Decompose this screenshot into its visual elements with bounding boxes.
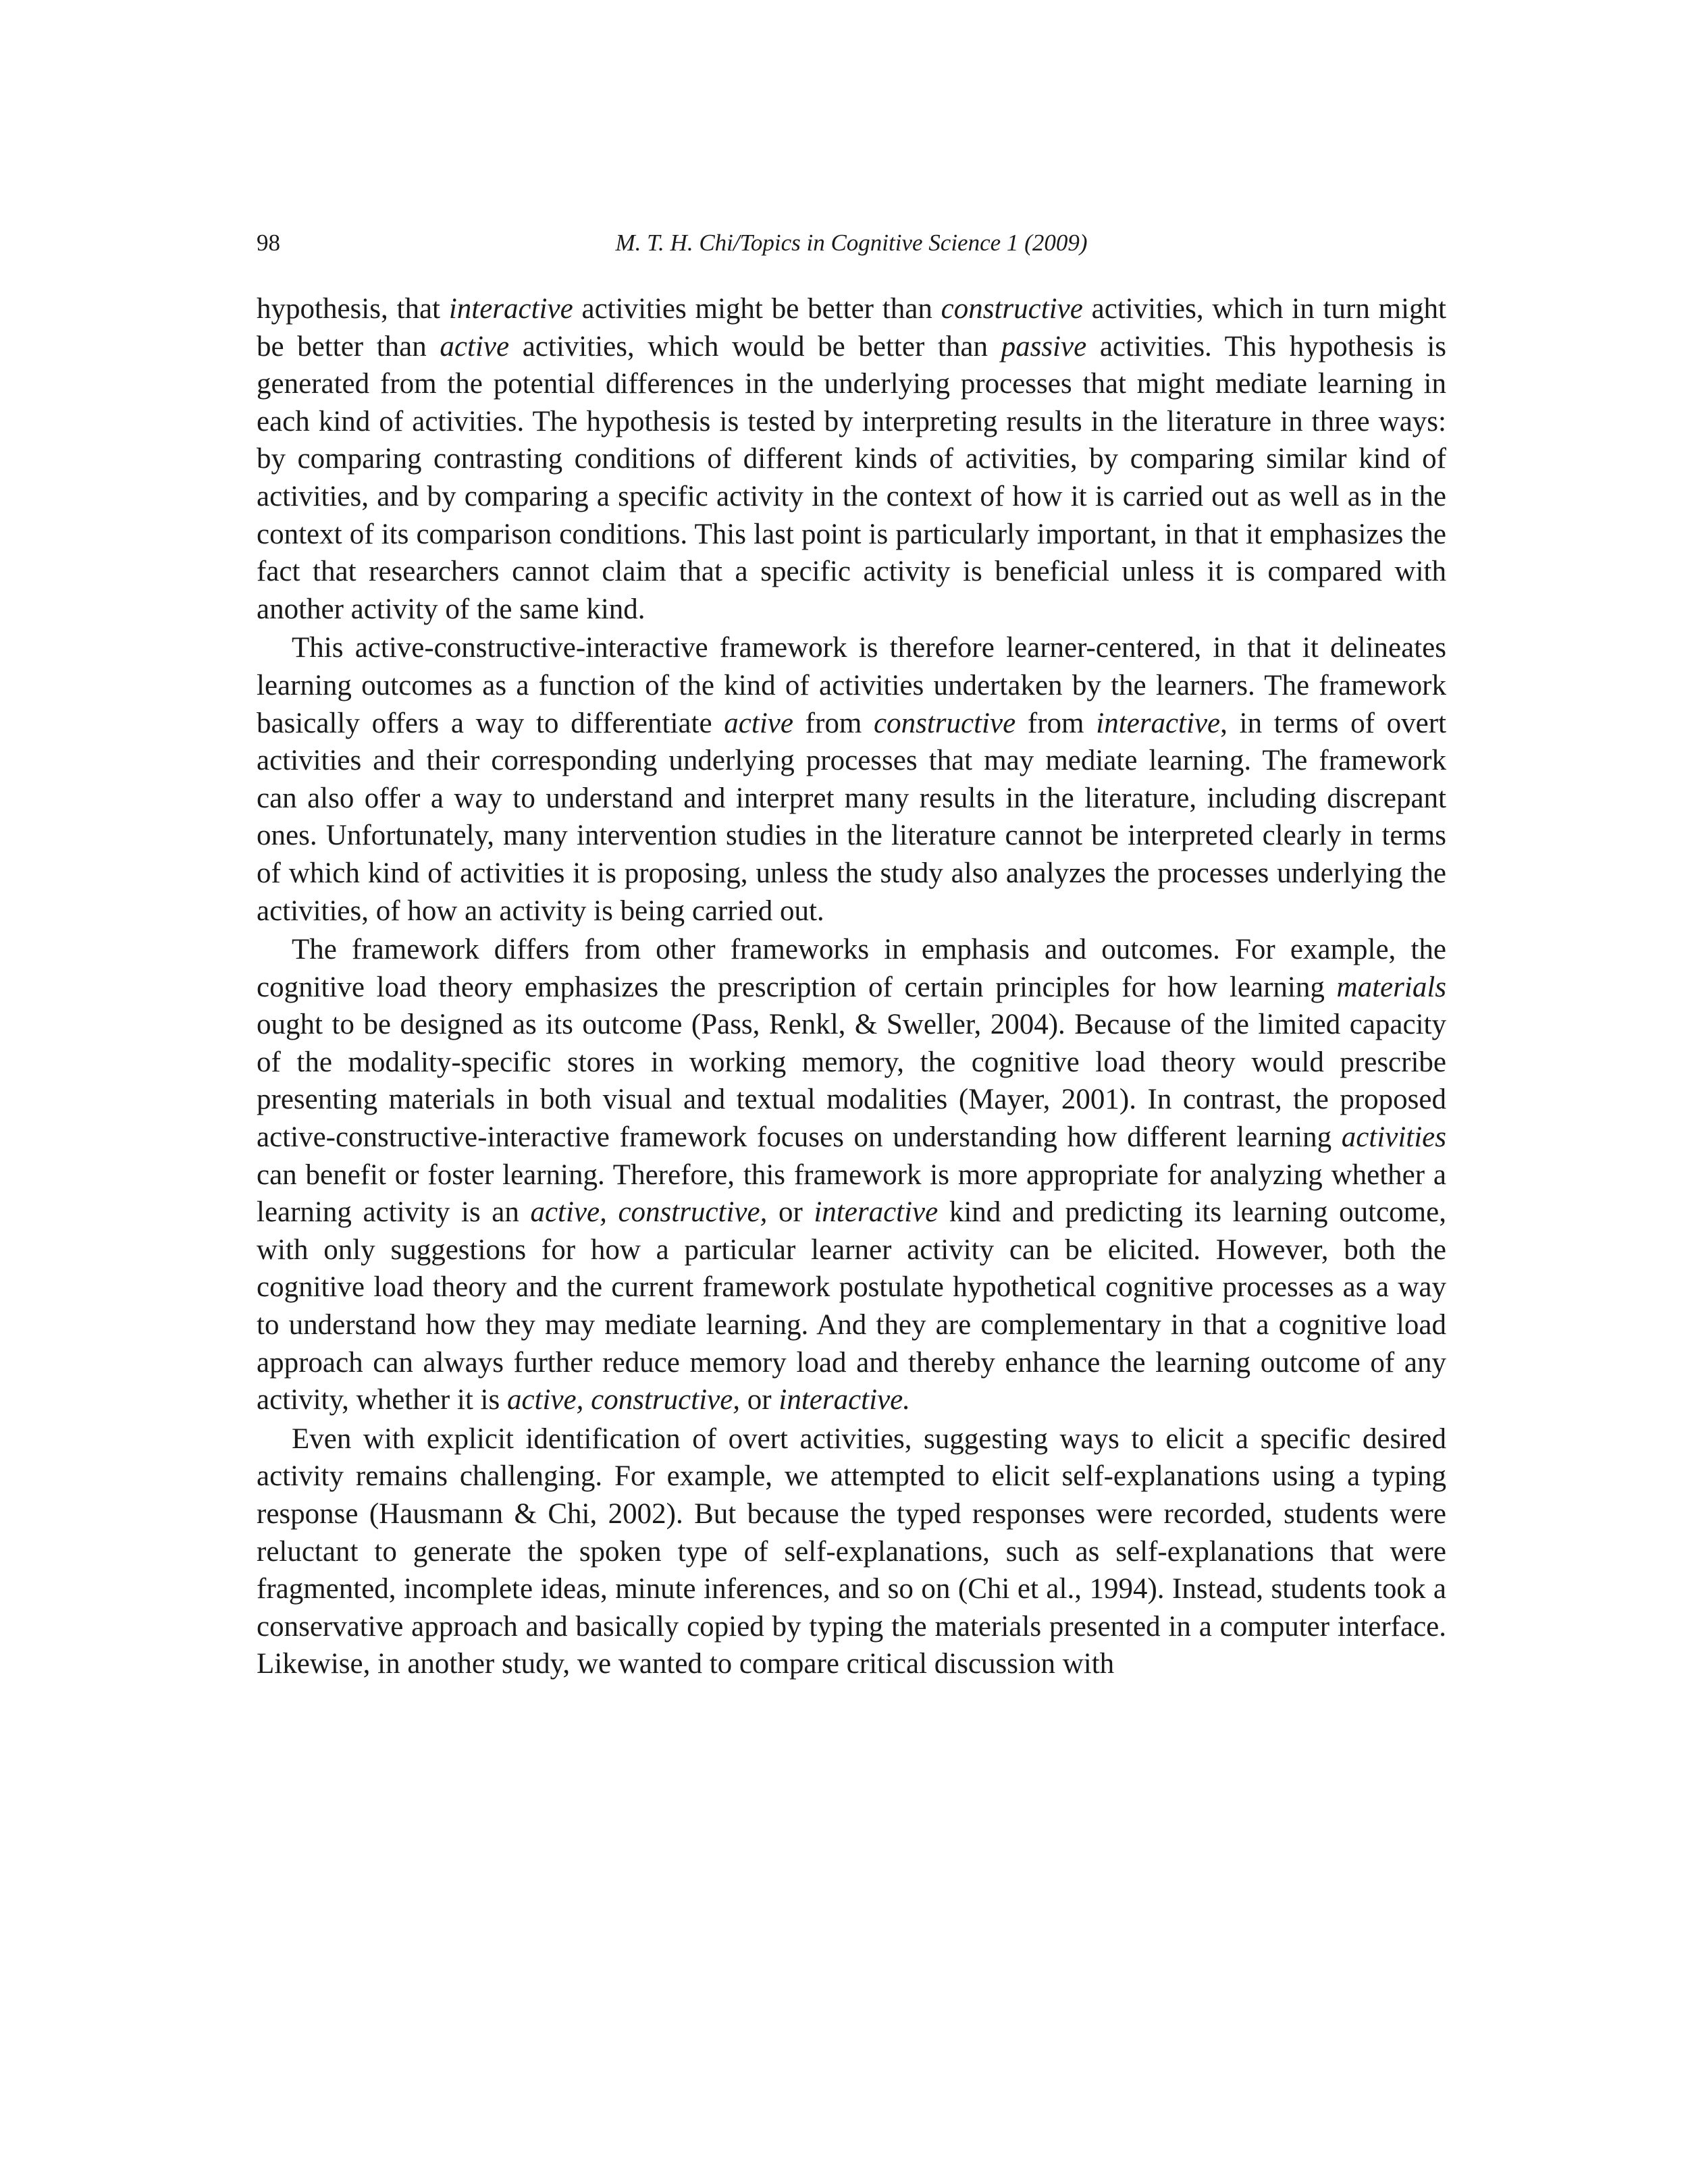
body-text	[257, 290, 1446, 1683]
page-number: 98	[257, 230, 280, 256]
paragraph-2: This active-constructive-interactive framework is therefore learner-centered, in that it delineates learning outcomes as a function of the kind of activities undertaken by the learners. The framework basically offers a way to differentiate active from constructive from interactive, in terms of overt activities and their corresponding underlying processes that may mediate learning. The framework can also offer a way to understand and interpret many results in the literature, including discrepant ones. Unfortunately, many intervention studies in the literature cannot be interpreted clearly in terms of which kind of activities it is proposing, unless the study also analyzes the processes underlying the activities, of how an activity is being carried out.	[257, 632, 1446, 927]
running-head: M. T. H. Chi/Topics in Cognitive Science 1 (2009)	[615, 230, 1088, 256]
paragraph-4: Even with explicit identification of overt activities, suggesting ways to elicit a specific desired activity remains challenging. For example, we attempted to elicit self-explanations using a typing response (Hausmann & Chi, 2002). But because the typed responses were recorded, students were reluctant to generate the spoken type of self-explanations, such as self-explanations that were fragmented, incomplete ideas, minute inferences, and so on (Chi et al., 1994). Instead, students took a conservative approach and basically copied by typing the materials presented in a computer interface. Likewise, in another study, we wanted to compare critical discussion with	[257, 1422, 1446, 1680]
page-header	[257, 223, 1446, 263]
paragraph-3: The framework differs from other frameworks in emphasis and outcomes. For example, the cognitive load theory emphasizes the prescription of certain principles for how learning materials ought to be designed as its outcome (Pass, Renkl, & Sweller, 2004). Because of the limited capacity of the modality-specific stores in working memory, the cognitive load theory would prescribe presenting materials in both visual and textual modalities (Mayer, 2001). In contrast, the proposed active-constructive-interactive framework focuses on understanding how different learning activities can benefit or foster learning. Therefore, this framework is more appropriate for analyzing whether a learning activity is an active, constructive, or interactive kind and predicting its learning outcome, with only suggestions for how a particular learner activity can be elicited. However, both the cognitive load theory and the current framework postulate hypothetical cognitive processes as a way to understand how they may mediate learning. And they are complementary in that a cognitive load approach can always further reduce memory load and thereby enhance the learning outcome of any activity, whether it is active, constructive, or interactive.	[257, 934, 1446, 1416]
paragraph-1: hypothesis, that interactive activities might be better than constructive activities, which in turn might be better than active activities, which would be better than passive activities. This hypothesis is generated from the potential differences in the underlying processes that might mediate learning in each kind of activities. The hypothesis is tested by interpreting results in the literature in three ways: by comparing contrasting conditions of different kinds of activities, by comparing similar kind of activities, and by comparing a specific activity in the context of how it is carried out as well as in the context of its comparison conditions. This last point is particularly important, in that it emphasizes the fact that researchers cannot claim that a specific activity is beneficial unless it is compared with another activity of the same kind.	[257, 293, 1446, 625]
